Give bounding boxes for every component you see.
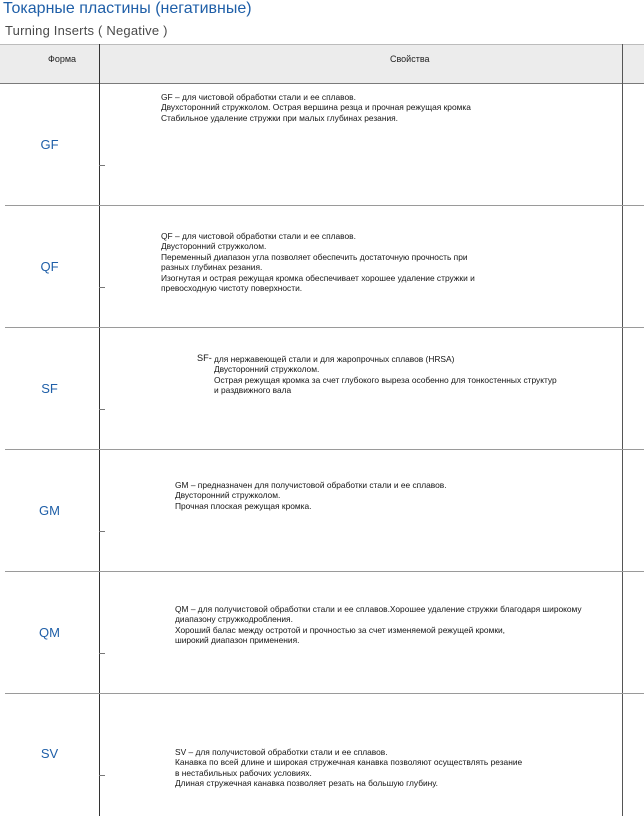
- description-line: Двусторонний стружколом.: [214, 364, 320, 375]
- row-divider: [5, 571, 644, 572]
- description-line: Острая режущая кромка за счет глубокого выреза особенно для тонкостенных структур: [214, 374, 557, 385]
- insert-code-sf: SF: [41, 381, 58, 396]
- description-line: Прочная плоская режущая кромка.: [175, 500, 312, 511]
- description-line: Изогнутая и острая режущая кромка обеспечивает хорошее удаление стружки и: [161, 272, 475, 283]
- insert-code-gf: GF: [40, 137, 59, 152]
- row-divider: [5, 205, 644, 206]
- description-line: Двухсторонний стружколом. Острая вершина резца и прочная режущая кромка: [161, 102, 471, 113]
- column-header-form: Форма: [48, 54, 77, 64]
- divider-tick: [99, 653, 105, 654]
- description-line: Стабильное удаление стружки при малых глубинах резания.: [161, 112, 399, 123]
- description-line: Канавка по всей длине и широкая стружечная канавка позволяют осуществлять резание: [175, 757, 523, 768]
- description-line: SV – для получистовой обработки стали и ее сплавов.: [175, 747, 388, 757]
- insert-code-sv: SV: [40, 746, 59, 761]
- row-divider: [5, 327, 644, 328]
- description-line: GF – для чистовой обработки стали и ее сплавов.: [161, 92, 356, 102]
- divider-tick: [99, 409, 105, 410]
- column-header-properties: Свойства: [390, 54, 430, 64]
- insert-description-qm: [175, 604, 582, 646]
- description-line: разных глубинах резания.: [161, 262, 263, 273]
- insert-code-qf: QF: [40, 259, 59, 274]
- description-line: Длиная стружечная канавка позволяет резать на большую глубину.: [175, 778, 438, 789]
- insert-description-gm: [175, 480, 447, 511]
- description-line: Переменный диапазон угла позволяет обеспечить достаточную прочность при: [161, 251, 468, 262]
- description-line: Двусторонний стружколом.: [175, 490, 281, 501]
- column-divider-right: [622, 44, 623, 816]
- divider-tick: [99, 165, 105, 166]
- page-title: Токарные пластины (негативные): [3, 0, 252, 17]
- description-line: GM – предназначен для получистовой обработки стали и ее сплавов.: [175, 480, 447, 490]
- insert-description-prefix-sf: SF-: [197, 353, 212, 363]
- description-line: диапазону стружкодробления.: [175, 614, 293, 625]
- description-line: и раздвижного вала: [214, 385, 292, 396]
- table-header: [0, 44, 644, 84]
- row-divider: [5, 693, 644, 694]
- description-line: QF – для чистовой обработки стали и ее сплавов.: [161, 231, 356, 241]
- description-line: в нестабильных рабочих условиях.: [175, 767, 312, 778]
- insert-description-sv: [175, 747, 522, 789]
- page-subtitle: Turning Inserts ( Negative ): [5, 23, 168, 38]
- insert-description-gf: [161, 92, 471, 123]
- description-line: Хороший балас между остротой и прочностью за счет изменяемой режущей кромки,: [175, 624, 506, 635]
- description-line: превосходную чистоту поверхности.: [161, 283, 303, 294]
- divider-tick: [99, 287, 105, 288]
- divider-tick: [99, 775, 105, 776]
- insert-code-gm: GM: [39, 503, 60, 518]
- column-divider: [99, 44, 100, 816]
- row-divider: [5, 449, 644, 450]
- divider-tick: [99, 531, 105, 532]
- insert-description-qf: [161, 231, 475, 293]
- description-line: для нержавеющей стали и для жаропрочных сплавов (HRSA): [214, 354, 455, 364]
- description-line: QM – для получистовой обработки стали и ее сплавов.Хорошее удаление стружки благодаря широкому: [175, 604, 582, 614]
- description-line: Двусторонний стружколом.: [161, 241, 267, 252]
- description-line: широкий диапазон применения.: [175, 635, 300, 646]
- insert-description-sf: [214, 354, 557, 396]
- insert-code-qm: QM: [39, 625, 60, 640]
